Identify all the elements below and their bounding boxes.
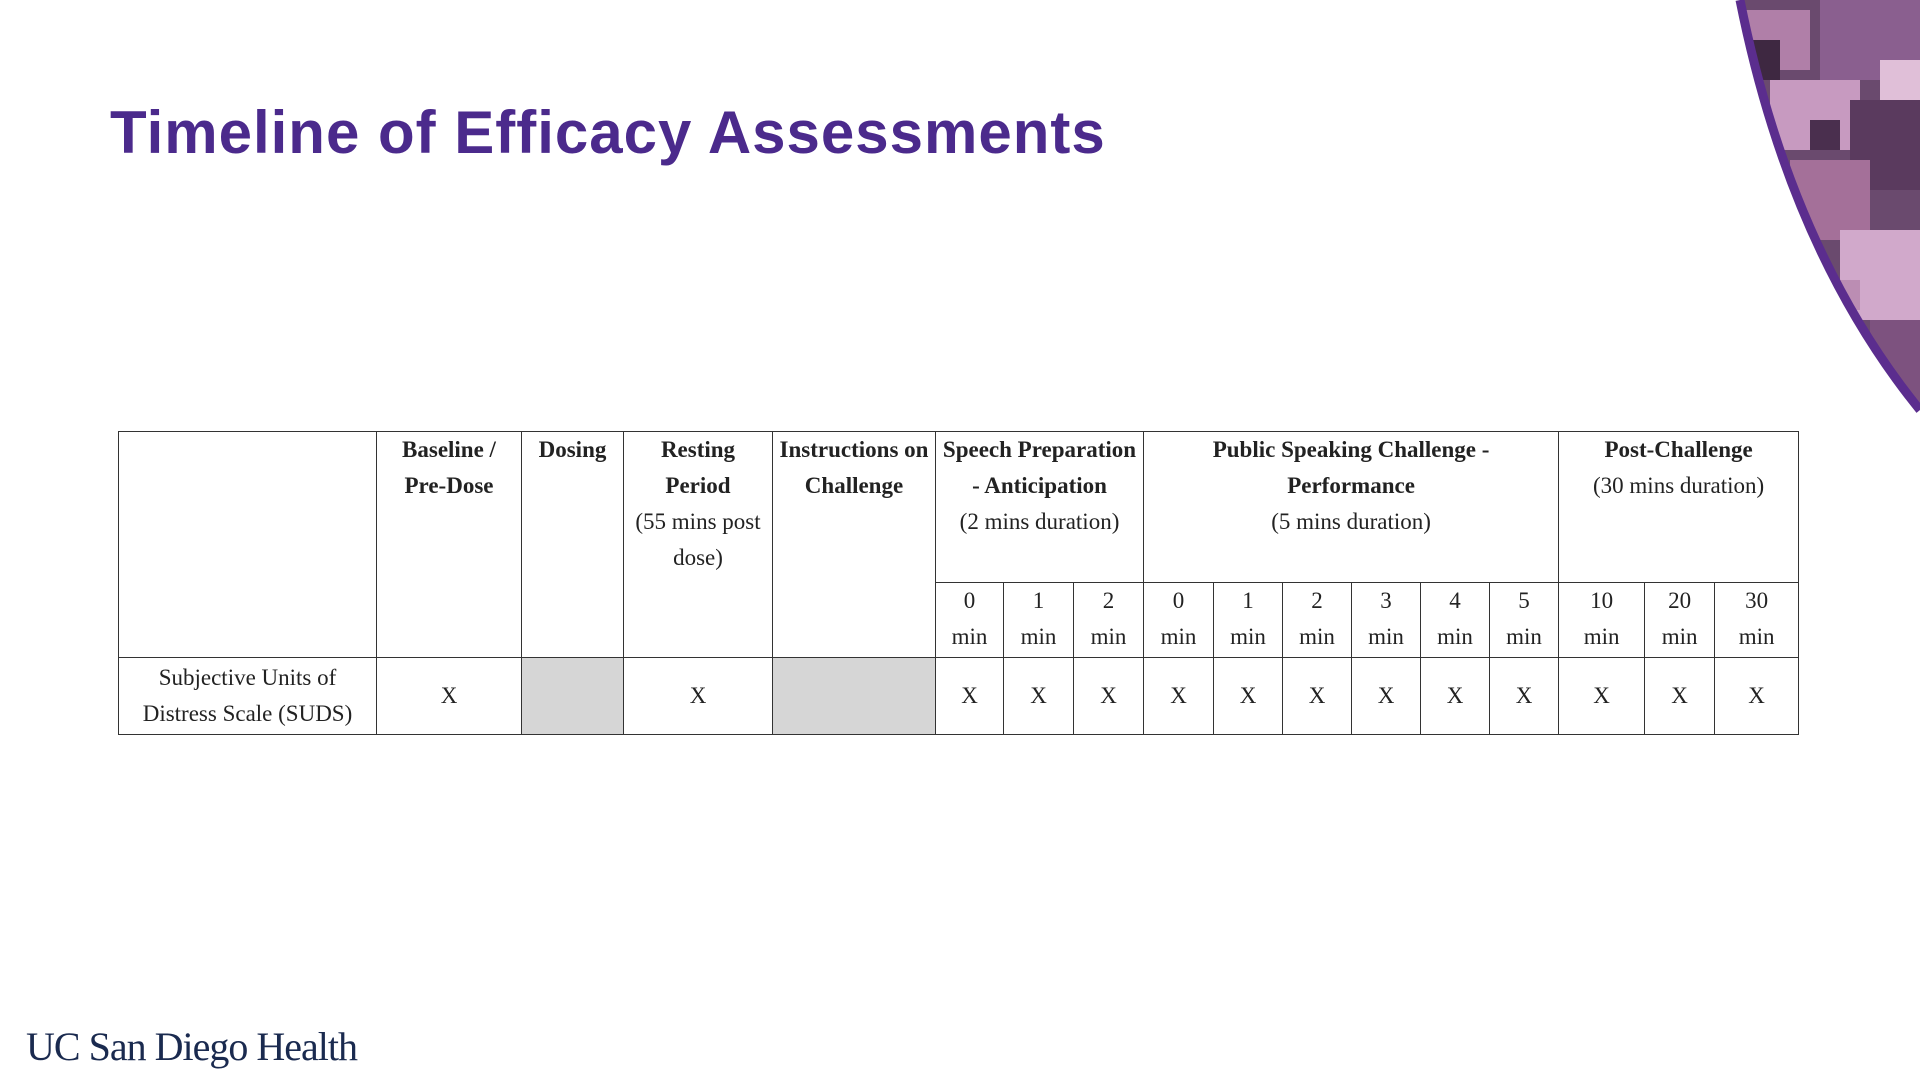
- timepoint-header: [936, 583, 1004, 658]
- table-cell: X: [1490, 658, 1559, 735]
- timepoint-unit: min: [1160, 624, 1197, 649]
- group-header-public-speaking-label: Public Speaking Challenge - Performance: [1212, 437, 1490, 498]
- timepoint-unit: min: [1506, 624, 1542, 649]
- table-cell: X: [1559, 658, 1645, 735]
- timepoint-unit: min: [1368, 624, 1404, 649]
- timepoint-header: [1004, 583, 1074, 658]
- column-header-baseline-label: Baseline / Pre-Dose: [402, 437, 496, 498]
- timepoint-header: [1352, 583, 1421, 658]
- assessment-table: [118, 431, 1799, 735]
- timepoint-number: 2: [1311, 588, 1323, 613]
- timepoint-number: 1: [1032, 588, 1045, 613]
- table-cell: X: [377, 658, 522, 735]
- column-header-baseline: [377, 432, 522, 658]
- timepoint-header: [1421, 583, 1490, 658]
- table-cell: X: [1214, 658, 1283, 735]
- timepoint-header: [1283, 583, 1352, 658]
- timepoint-unit: min: [1583, 624, 1620, 649]
- column-header-instructions-label: Instructions on Challenge: [779, 437, 929, 498]
- table-cell: X: [1421, 658, 1490, 735]
- timepoint-header: [1144, 583, 1214, 658]
- column-header-dosing: [522, 432, 624, 658]
- timepoint-unit: min: [1020, 624, 1057, 649]
- timepoint-number: 5: [1518, 588, 1530, 613]
- header-blank-cell: [119, 432, 377, 658]
- timepoint-number: 1: [1242, 588, 1254, 613]
- slide-title: Timeline of Efficacy Assessments: [110, 99, 1106, 166]
- table-cell: X: [936, 658, 1004, 735]
- column-header-resting-period-label: Resting Period: [660, 437, 736, 498]
- group-header-public-speaking: [1144, 432, 1559, 583]
- timepoint-header: [1490, 583, 1559, 658]
- timepoint-header: [1645, 583, 1715, 658]
- table-cell: X: [1074, 658, 1144, 735]
- decorative-corner-image: [1680, 0, 1920, 420]
- timepoint-unit: min: [1299, 624, 1335, 649]
- timepoint-unit: min: [1090, 624, 1127, 649]
- group-header-speech-preparation-sub: (2 mins duration): [959, 509, 1120, 534]
- table-row: [119, 658, 1799, 735]
- timepoint-unit: min: [1661, 624, 1698, 649]
- timepoint-unit: min: [1230, 624, 1266, 649]
- timepoint-number: 4: [1449, 588, 1461, 613]
- timepoint-number: 2: [1102, 588, 1115, 613]
- column-header-resting-period-sub: (55 mins post dose): [635, 509, 761, 570]
- table-cell: X: [1715, 658, 1799, 735]
- timepoint-header: [1715, 583, 1799, 658]
- table-cell-shaded: [522, 658, 624, 735]
- timepoint-unit: min: [1437, 624, 1473, 649]
- timepoint-unit: min: [951, 624, 988, 649]
- assessment-table-container: [118, 431, 1798, 735]
- timepoint-header: [1214, 583, 1283, 658]
- table-cell: X: [1645, 658, 1715, 735]
- table-cell-shaded: [773, 658, 936, 735]
- timepoint-number: 0: [1172, 588, 1185, 613]
- timepoint-number: 3: [1380, 588, 1392, 613]
- group-header-speech-preparation-label: Speech Preparation - Anticipation: [942, 437, 1137, 498]
- column-header-dosing-label: Dosing: [538, 437, 607, 462]
- column-header-instructions: [773, 432, 936, 658]
- table-cell: X: [1004, 658, 1074, 735]
- uc-san-diego-health-logo: UC San Diego Health: [26, 1024, 357, 1069]
- group-header-speech-preparation: [936, 432, 1144, 583]
- timepoint-header: [1074, 583, 1144, 658]
- group-header-public-speaking-sub: (5 mins duration): [1271, 509, 1431, 534]
- group-header-post-challenge-sub: (30 mins duration): [1593, 473, 1765, 498]
- timepoint-number: 20: [1668, 588, 1692, 613]
- table-cell: X: [624, 658, 773, 735]
- timepoint-number: 10: [1590, 588, 1614, 613]
- timepoint-number: 30: [1745, 588, 1769, 613]
- column-header-resting-period: [624, 432, 773, 658]
- timepoint-header: [1559, 583, 1645, 658]
- group-header-post-challenge: [1559, 432, 1799, 583]
- table-cell: X: [1352, 658, 1421, 735]
- table-cell: X: [1283, 658, 1352, 735]
- timepoint-number: 0: [963, 588, 976, 613]
- timepoint-unit: min: [1738, 624, 1775, 649]
- group-header-post-challenge-label: Post-Challenge: [1604, 437, 1753, 462]
- table-cell: X: [1144, 658, 1214, 735]
- row-label-suds: Subjective Units of Distress Scale (SUDS): [119, 658, 377, 735]
